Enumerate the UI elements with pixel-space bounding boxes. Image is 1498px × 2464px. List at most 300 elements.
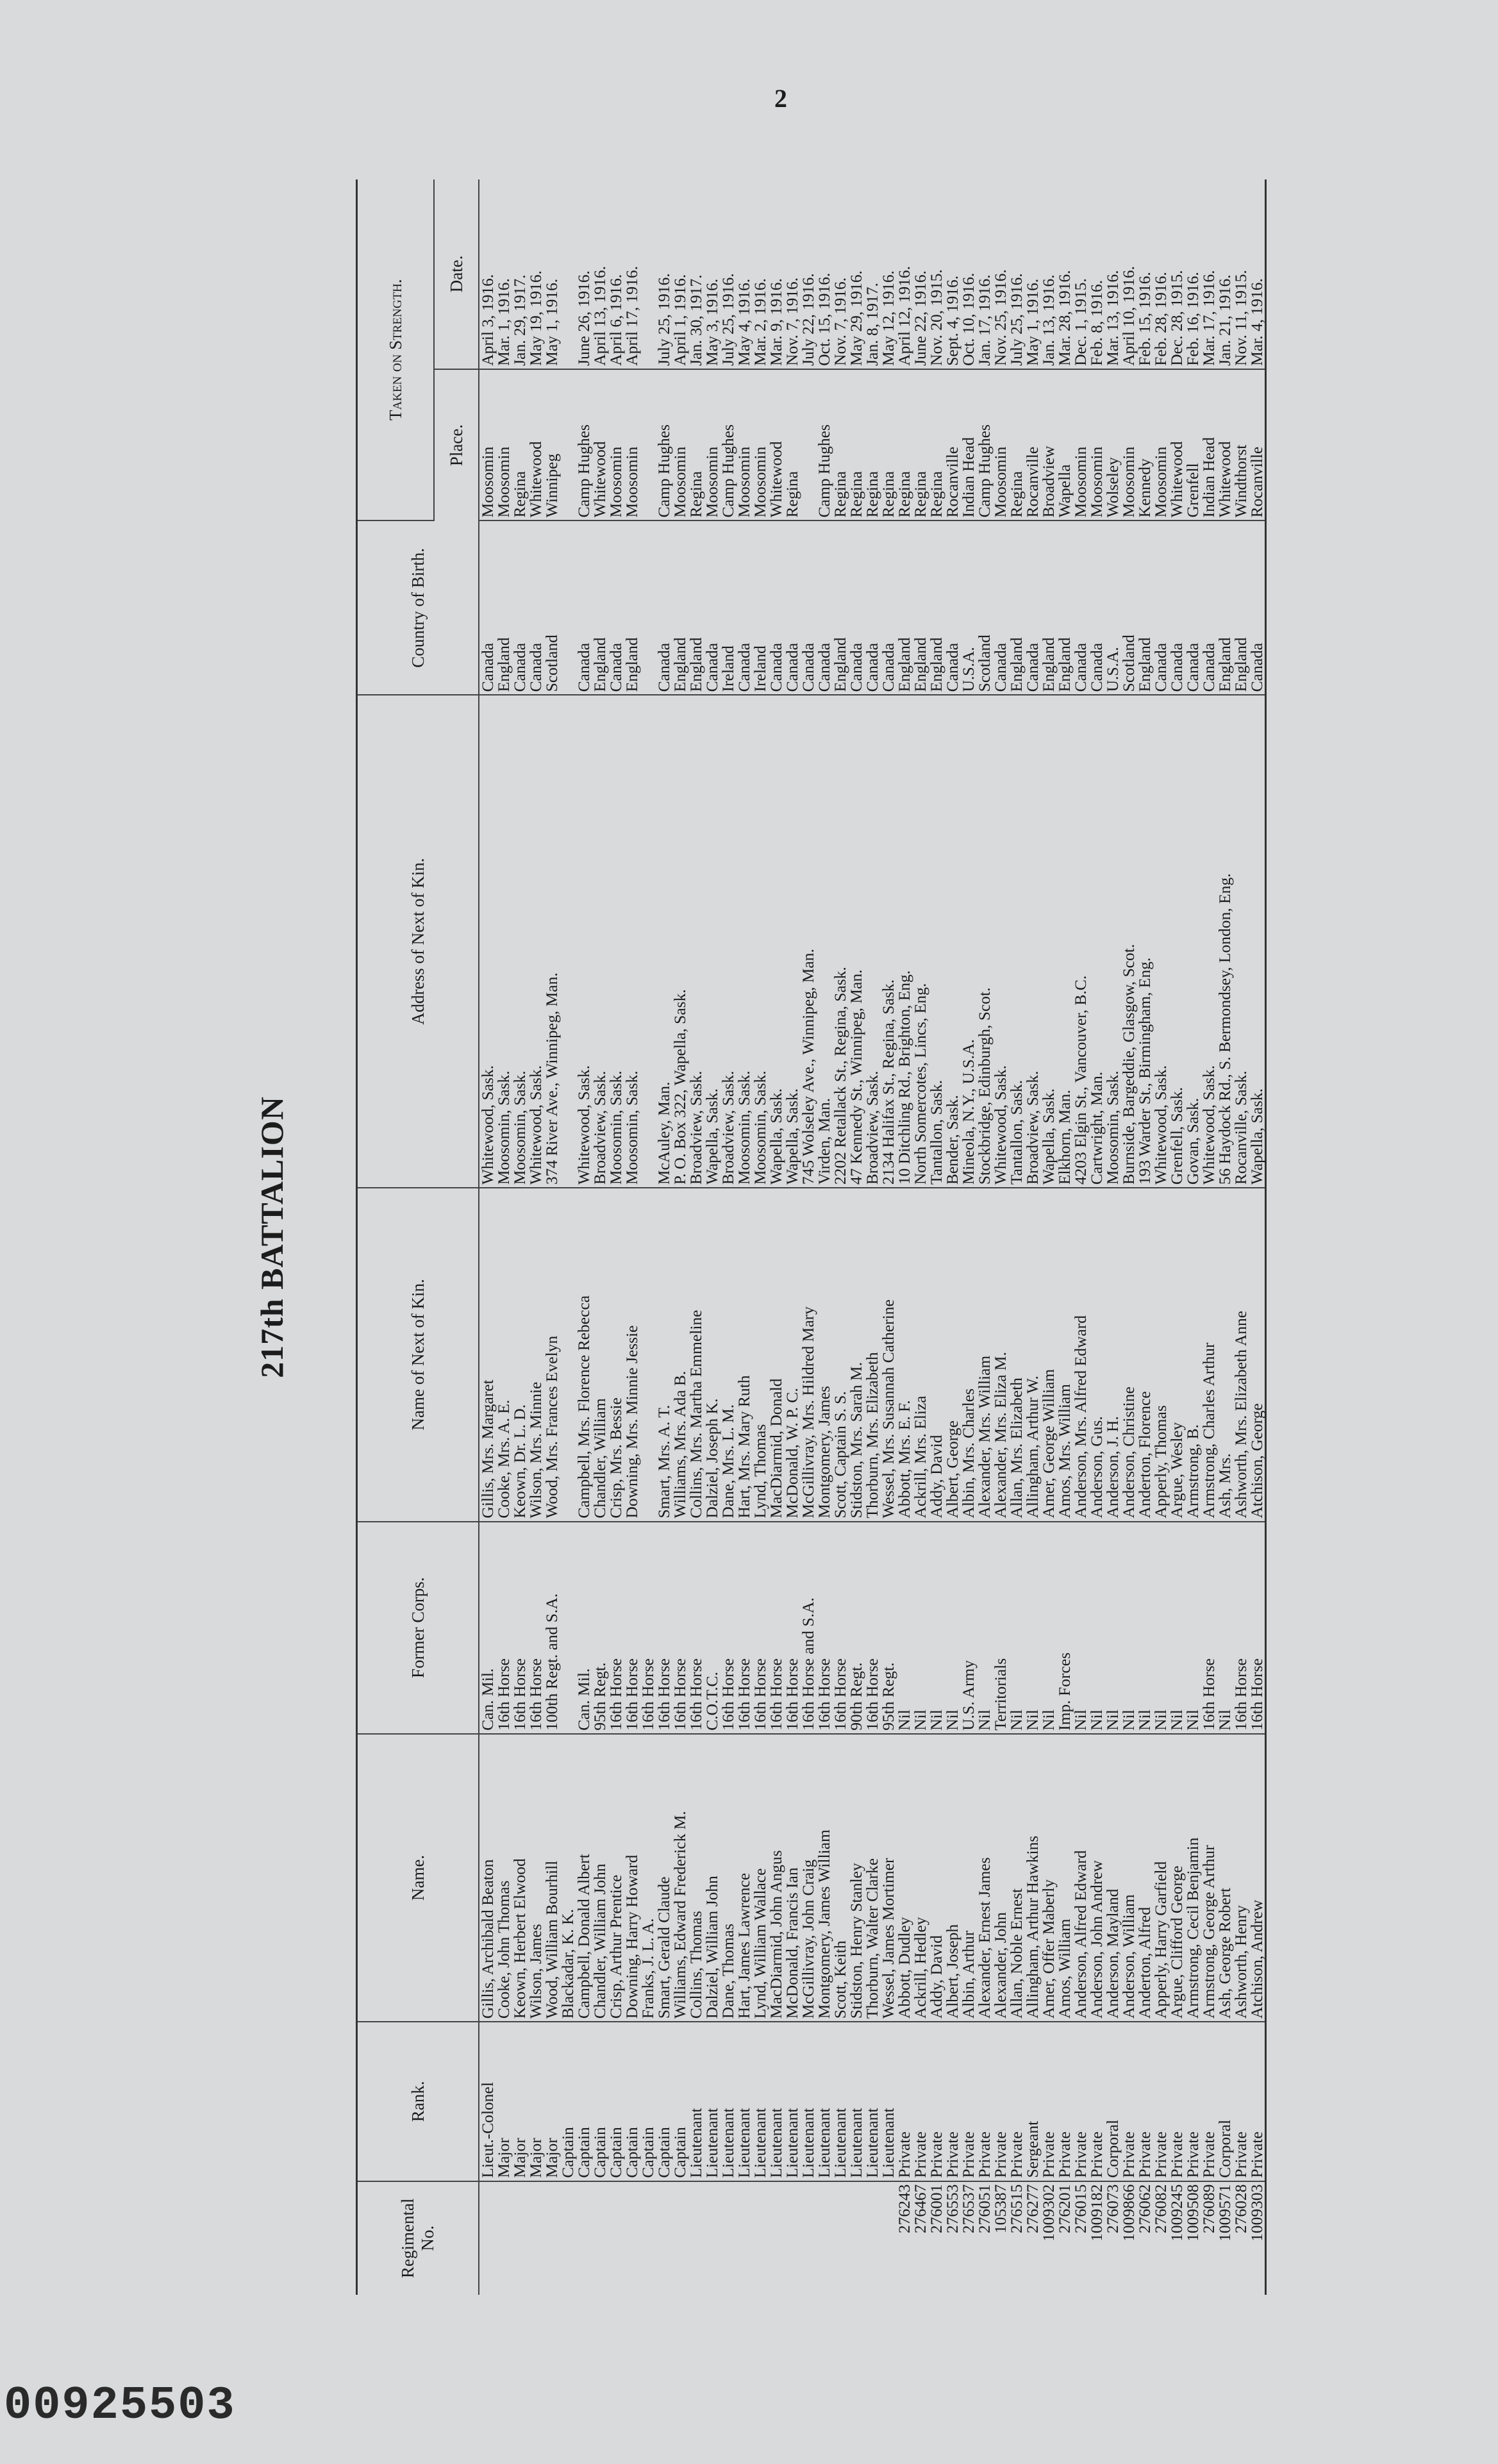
table-row xyxy=(1040,179,1056,2295)
cell-addr: Wapella, Sask. xyxy=(704,695,720,1188)
table-row xyxy=(944,179,960,2295)
cell-date: July 22, 1916. xyxy=(800,179,816,369)
cell-birth: England xyxy=(495,520,512,695)
table-row xyxy=(512,179,528,2295)
cell-corps: Nil xyxy=(1136,1522,1153,1734)
cell-place: Moosomin xyxy=(752,369,768,521)
cell-place: Regina xyxy=(896,369,912,521)
cell-birth xyxy=(640,520,656,695)
cell-date: Mar. 9, 1916. xyxy=(768,179,784,369)
cell-addr: Broadview, Sask. xyxy=(720,695,736,1188)
cell-place: Moosomin xyxy=(704,369,720,521)
cell-addr: Tantallon, Sask. xyxy=(928,695,944,1188)
cell-place: Whitewood xyxy=(592,369,608,521)
cell-name: Cooke, John Thomas xyxy=(495,1734,512,2022)
cell-birth: England xyxy=(832,520,848,695)
table-row xyxy=(592,179,608,2295)
table-row xyxy=(1201,179,1217,2295)
cell-corps: 16th Horse xyxy=(688,1522,704,1734)
cell-kin: Alexander, Mrs. Eliza M. xyxy=(992,1188,1008,1521)
cell-birth: England xyxy=(1217,520,1233,695)
header-next-of-kin: Name of Next of Kin. xyxy=(357,1188,479,1521)
cell-addr: Broadview, Sask. xyxy=(1024,695,1040,1188)
cell-date: Jan. 17, 1916. xyxy=(976,179,992,369)
rotated-roster xyxy=(253,179,1401,2295)
cell-corps: Nil xyxy=(1120,1522,1136,1734)
cell-rank: Private xyxy=(1072,2022,1088,2181)
cell-place: Kennedy xyxy=(1136,369,1153,521)
cell-kin: Downing, Mrs. Minnie Jessie xyxy=(624,1188,640,1521)
cell-name: Hart, James Lawrence xyxy=(736,1734,752,2022)
cell-date: April 17, 1916. xyxy=(624,179,640,369)
cell-name: Wilson, James xyxy=(528,1734,544,2022)
cell-kin: Smart, Mrs. A. T. xyxy=(656,1188,672,1521)
cell-addr: Whitewood, Sask. xyxy=(1201,695,1217,1188)
cell-date: Mar. 1, 1916. xyxy=(495,179,512,369)
cell-no: 105387 xyxy=(991,2184,1010,2234)
header-rank: Rank. xyxy=(357,2022,479,2181)
cell-corps: 16th Horse xyxy=(816,1522,832,1734)
cell-date: Mar. 4, 1916. xyxy=(1249,179,1266,369)
cell-corps: Nil xyxy=(1024,1522,1040,1734)
cell-name: Stidston, Henry Stanley xyxy=(848,1734,864,2022)
cell-rank: Sergeant xyxy=(1024,2022,1040,2181)
cell-corps: 16th Horse xyxy=(656,1522,672,1734)
cell-place: Rocanville xyxy=(944,369,960,521)
cell-birth: England xyxy=(1136,520,1153,695)
cell-rank: Captain xyxy=(560,2022,576,2181)
cell-birth: Canada xyxy=(1185,520,1201,695)
cell-place: Regina xyxy=(832,369,848,521)
cell-corps: 16th Horse xyxy=(720,1522,736,1734)
cell-corps: 16th Horse xyxy=(1201,1522,1217,1734)
cell-date: April 1, 1916. xyxy=(672,179,688,369)
cell-place: Grenfell xyxy=(1185,369,1201,521)
cell-birth: Canada xyxy=(880,520,896,695)
cell-date: Mar. 2, 1916. xyxy=(752,179,768,369)
cell-rank: Private xyxy=(1056,2022,1072,2181)
cell-date: Jan. 29, 1917. xyxy=(512,179,528,369)
cell-place: Wapella xyxy=(1056,369,1072,521)
cell-date: June 26, 1916. xyxy=(576,179,592,369)
cell-name: Argue, Clifford George xyxy=(1169,1734,1185,2022)
cell-place: Regina xyxy=(864,369,880,521)
cell-addr: Moosomin, Sask. xyxy=(512,695,528,1188)
cell-birth: Ireland xyxy=(720,520,736,695)
cell-rank: Private xyxy=(1249,2022,1266,2181)
cell-birth: Canada xyxy=(608,520,624,695)
cell-no xyxy=(656,2181,672,2295)
cell-kin: Anderson, Gus. xyxy=(1088,1188,1104,1521)
cell-corps: Territorials xyxy=(992,1522,1008,1734)
cell-corps: 16th Horse xyxy=(736,1522,752,1734)
cell-date: Jan. 13, 1916. xyxy=(1040,179,1056,369)
cell-kin: Gillis, Mrs. Margaret xyxy=(479,1188,495,1521)
cell-corps: Nil xyxy=(1072,1522,1088,1734)
cell-date: Nov. 25, 1916. xyxy=(992,179,1008,369)
cell-birth: Scotland xyxy=(976,520,992,695)
cell-kin: Addy, David xyxy=(928,1188,944,1521)
cell-rank: Major xyxy=(495,2022,512,2181)
cell-birth: England xyxy=(1008,520,1024,695)
cell-name: Downing, Harry Howard xyxy=(624,1734,640,2022)
cell-corps: Nil xyxy=(928,1522,944,1734)
cell-place: Whitewood xyxy=(768,369,784,521)
cell-addr: Grenfell, Sask. xyxy=(1169,695,1185,1188)
cell-addr: McAuley, Man. xyxy=(656,695,672,1188)
cell-corps: Nil xyxy=(1008,1522,1024,1734)
cell-rank: Private xyxy=(896,2022,912,2181)
cell-kin: Atchison, George xyxy=(1249,1188,1266,1521)
cell-no xyxy=(544,2181,560,2295)
cell-name: Alexander, Ernest James xyxy=(976,1734,992,2022)
cell-kin: Hart, Mrs. Mary Ruth xyxy=(736,1188,752,1521)
cell-no xyxy=(560,2181,576,2295)
cell-kin: Ashworth, Mrs. Elizabeth Anne xyxy=(1233,1188,1249,1521)
cell-birth: Ireland xyxy=(752,520,768,695)
cell-place: Broadview xyxy=(1040,369,1056,521)
table-row xyxy=(848,179,864,2295)
table-row xyxy=(544,179,560,2295)
table-row xyxy=(736,179,752,2295)
cell-no: 276051 xyxy=(975,2184,994,2234)
cell-rank: Corporal xyxy=(1104,2022,1120,2181)
cell-rank: Lieutenant xyxy=(688,2022,704,2181)
cell-date: Feb. 28, 1916. xyxy=(1153,179,1169,369)
cell-rank: Major xyxy=(528,2022,544,2181)
cell-addr: Wapella, Sask. xyxy=(784,695,800,1188)
cell-place: Winnipeg xyxy=(544,369,560,521)
table-row xyxy=(1088,179,1104,2295)
cell-name: Wood, William Bourhill xyxy=(544,1734,560,2022)
cell-corps: 90th Regt. xyxy=(848,1522,864,1734)
cell-addr: Whitewood, Sask. xyxy=(479,695,495,1188)
cell-corps: Imp. Forces xyxy=(1056,1522,1072,1734)
cell-corps: Can. Mil. xyxy=(576,1522,592,1734)
cell-name: Ashworth, Henry xyxy=(1233,1734,1249,2022)
cell-corps: Nil xyxy=(976,1522,992,1734)
cell-place: Moosomin xyxy=(1153,369,1169,521)
cell-birth: Canada xyxy=(1249,520,1266,695)
cell-no xyxy=(624,2181,640,2295)
cell-addr: Wapella, Sask. xyxy=(1040,695,1056,1188)
cell-corps: 16th Horse xyxy=(672,1522,688,1734)
cell-addr: Stockbridge, Edinburgh, Scot. xyxy=(976,695,992,1188)
cell-rank: Lieutenant xyxy=(848,2022,864,2181)
cell-rank: Private xyxy=(1120,2022,1136,2181)
cell-name: Armstrong, Cecil Benjamin xyxy=(1185,1734,1201,2022)
cell-no xyxy=(528,2181,544,2295)
cell-name: Anderson, Alfred Edward xyxy=(1072,1734,1088,2022)
table-row xyxy=(880,179,896,2295)
cell-date: July 25, 1916. xyxy=(656,179,672,369)
cell-addr xyxy=(560,695,576,1188)
cell-place: Camp Hughes xyxy=(720,369,736,521)
cell-kin: Alexander, Mrs. William xyxy=(976,1188,992,1521)
cell-kin: Ackrill, Mrs. Eliza xyxy=(912,1188,928,1521)
header-place: Place. xyxy=(434,369,479,521)
cell-rank: Captain xyxy=(624,2022,640,2181)
cell-birth: England xyxy=(672,520,688,695)
cell-addr: Virden, Man. xyxy=(816,695,832,1188)
cell-date: June 22, 1916. xyxy=(912,179,928,369)
cell-rank: Major xyxy=(544,2022,560,2181)
cell-date: Mar. 17, 1916. xyxy=(1201,179,1217,369)
cell-name: Ash, George Robert xyxy=(1217,1734,1233,2022)
cell-rank: Private xyxy=(1136,2022,1153,2181)
cell-birth: Canada xyxy=(736,520,752,695)
cell-date: Feb. 16, 1916. xyxy=(1185,179,1201,369)
table-row xyxy=(1217,179,1233,2295)
cell-addr: 47 Kennedy St., Winnipeg, Man. xyxy=(848,695,864,1188)
cell-birth: England xyxy=(1040,520,1056,695)
cell-place: Regina xyxy=(928,369,944,521)
cell-name: Albert, Joseph xyxy=(944,1734,960,2022)
cell-addr: Broadview, Sask. xyxy=(688,695,704,1188)
cell-name: Alexander, John xyxy=(992,1734,1008,2022)
cell-name: Anderson, Mayland xyxy=(1104,1734,1120,2022)
cell-rank: Lieutenant xyxy=(832,2022,848,2181)
cell-date: May 29, 1916. xyxy=(848,179,864,369)
cell-rank: Lieutenant xyxy=(720,2022,736,2181)
cell-no: 1009866 xyxy=(1119,2184,1138,2242)
table-row xyxy=(704,179,720,2295)
cell-name: Albin, Arthur xyxy=(960,1734,976,2022)
cell-corps: 16th Horse xyxy=(608,1522,624,1734)
cell-date: July 25, 1916. xyxy=(720,179,736,369)
cell-addr: Cartwright, Man. xyxy=(1088,695,1104,1188)
cell-rank: Major xyxy=(512,2022,528,2181)
cell-kin: Montgomery, James xyxy=(816,1188,832,1521)
cell-no xyxy=(800,2181,816,2295)
cell-no xyxy=(768,2181,784,2295)
cell-no: 276553 xyxy=(943,2184,961,2234)
cell-name: Dalziel, William John xyxy=(704,1734,720,2022)
cell-name: McGillivray, John Craig xyxy=(800,1734,816,2022)
cell-rank: Private xyxy=(944,2022,960,2181)
cell-place: Indian Head xyxy=(1201,369,1217,521)
cell-place: Regina xyxy=(848,369,864,521)
cell-rank: Private xyxy=(1169,2022,1185,2181)
cell-place: Camp Hughes xyxy=(816,369,832,521)
cell-date: Sept. 4, 1916. xyxy=(944,179,960,369)
cell-date: Feb. 15, 1916. xyxy=(1136,179,1153,369)
table-row xyxy=(1249,179,1266,2295)
cell-rank: Lieutenant xyxy=(816,2022,832,2181)
cell-date: April 12, 1916. xyxy=(896,179,912,369)
cell-date: April 3, 1916. xyxy=(479,179,495,369)
cell-kin: Stidston, Mrs. Sarah M. xyxy=(848,1188,864,1521)
cell-kin: Anderton, Florence xyxy=(1136,1188,1153,1521)
cell-name: Armstrong, George Arthur xyxy=(1201,1734,1217,2022)
cell-no: 276243 xyxy=(895,2184,913,2234)
cell-no xyxy=(592,2181,608,2295)
archive-stamp: 00925503 xyxy=(4,2379,236,2432)
cell-date: May 4, 1916. xyxy=(736,179,752,369)
header-taken-on-strength: Taken on Strength. xyxy=(357,179,435,520)
table-row xyxy=(576,179,592,2295)
cell-date: May 1, 1916. xyxy=(1024,179,1040,369)
cell-kin: Amer, George William xyxy=(1040,1188,1056,1521)
cell-no xyxy=(816,2181,832,2295)
cell-addr: Elkhorn, Man. xyxy=(1056,695,1072,1188)
cell-rank: Lieutenant xyxy=(880,2022,896,2181)
cell-corps: Nil xyxy=(1040,1522,1056,1734)
cell-name: Apperly, Harry Garfield xyxy=(1153,1734,1169,2022)
table-row xyxy=(528,179,544,2295)
cell-addr: Wapella, Sask. xyxy=(768,695,784,1188)
cell-name: Amer, Offer Maberly xyxy=(1040,1734,1056,2022)
table-row xyxy=(784,179,800,2295)
cell-kin: Crisp, Mrs. Bessie xyxy=(608,1188,624,1521)
cell-corps: Nil xyxy=(944,1522,960,1734)
cell-rank: Private xyxy=(1233,2022,1249,2181)
cell-date: May 12, 1916. xyxy=(880,179,896,369)
table-row xyxy=(912,179,928,2295)
cell-birth: Canada xyxy=(784,520,800,695)
cell-kin: Dane, Mrs. L. M. xyxy=(720,1188,736,1521)
cell-corps: 16th Horse xyxy=(864,1522,880,1734)
cell-birth: Canada xyxy=(848,520,864,695)
cell-addr: 56 Haydock Rd., S. Bermondsey, London, Eng. xyxy=(1217,695,1233,1188)
cell-no: 1009182 xyxy=(1087,2184,1106,2242)
cell-no: 276089 xyxy=(1199,2184,1218,2234)
cell-birth: Canada xyxy=(816,520,832,695)
cell-corps: Nil xyxy=(1169,1522,1185,1734)
cell-place: Camp Hughes xyxy=(976,369,992,521)
cell-rank: Private xyxy=(976,2022,992,2181)
cell-place: Regina xyxy=(912,369,928,521)
cell-rank: Lieutenant xyxy=(704,2022,720,2181)
cell-corps: 16th Horse xyxy=(624,1522,640,1734)
cell-birth: Canada xyxy=(864,520,880,695)
cell-name: Atchison, Andrew xyxy=(1249,1734,1266,2022)
cell-date: Nov. 11, 1915. xyxy=(1233,179,1249,369)
table-row xyxy=(1136,179,1153,2295)
cell-birth xyxy=(560,520,576,695)
table-row xyxy=(624,179,640,2295)
cell-name: Montgomery, James William xyxy=(816,1734,832,2022)
cell-birth: Canada xyxy=(479,520,495,695)
cell-name: Smart, Gerald Claude xyxy=(656,1734,672,2022)
cell-date xyxy=(640,179,656,369)
cell-rank: Private xyxy=(1153,2022,1169,2181)
cell-birth: Canada xyxy=(1169,520,1185,695)
cell-kin: Albert, George xyxy=(944,1188,960,1521)
cell-name: Abbott, Dudley xyxy=(896,1734,912,2022)
cell-place xyxy=(560,369,576,521)
cell-no xyxy=(495,2181,512,2295)
cell-rank: Captain xyxy=(592,2022,608,2181)
cell-birth: England xyxy=(624,520,640,695)
cell-birth: Canada xyxy=(528,520,544,695)
cell-no: 276015 xyxy=(1071,2184,1090,2234)
header-reg-no: Regimental No. xyxy=(357,2181,479,2295)
cell-date: July 25, 1916. xyxy=(1008,179,1024,369)
cell-corps: C.O.T.C. xyxy=(704,1522,720,1734)
table-row xyxy=(976,179,992,2295)
table-row xyxy=(1120,179,1136,2295)
cell-addr: 2134 Halifax St., Regina, Sask. xyxy=(880,695,896,1188)
cell-kin: Abbott, Mrs. E. F. xyxy=(896,1188,912,1521)
table-row xyxy=(1024,179,1040,2295)
cell-no xyxy=(640,2181,656,2295)
cell-name: Anderton, Alfred xyxy=(1136,1734,1153,2022)
cell-addr: Whitewood, Sask. xyxy=(1153,695,1169,1188)
cell-rank: Captain xyxy=(656,2022,672,2181)
cell-no: 276467 xyxy=(911,2184,929,2234)
cell-place: Moosomin xyxy=(672,369,688,521)
cell-date: Oct. 15, 1916. xyxy=(816,179,832,369)
cell-place: Moosomin xyxy=(992,369,1008,521)
cell-corps: 16th Horse xyxy=(1233,1522,1249,1734)
cell-addr: 745 Wolseley Ave., Winnipeg, Man. xyxy=(800,695,816,1188)
cell-addr: Tantallon, Sask. xyxy=(1008,695,1024,1188)
cell-corps: 100th Regt. and S.A. xyxy=(544,1522,560,1734)
cell-no xyxy=(672,2181,688,2295)
cell-place: Regina xyxy=(1008,369,1024,521)
cell-birth: England xyxy=(928,520,944,695)
cell-rank: Private xyxy=(1040,2022,1056,2181)
cell-rank: Lieutenant xyxy=(864,2022,880,2181)
table-row xyxy=(864,179,880,2295)
cell-addr: Moosomin, Sask. xyxy=(1104,695,1120,1188)
cell-rank: Private xyxy=(992,2022,1008,2181)
cell-name: Addy, David xyxy=(928,1734,944,2022)
cell-addr: P. O. Box 322, Wapella, Sask. xyxy=(672,695,688,1188)
cell-name: Thorburn, Walter Clarke xyxy=(864,1734,880,2022)
cell-no: 1009571 xyxy=(1215,2184,1234,2242)
cell-corps: 16th Horse xyxy=(1249,1522,1266,1734)
cell-addr: Govan, Sask. xyxy=(1185,695,1201,1188)
cell-no xyxy=(688,2181,704,2295)
cell-place: Moosomin xyxy=(608,369,624,521)
cell-kin: Allingham, Arthur W. xyxy=(1024,1188,1040,1521)
table-row xyxy=(1008,179,1024,2295)
cell-addr: 374 River Ave., Winnipeg, Man. xyxy=(544,695,560,1188)
cell-kin: Ash, Mrs. xyxy=(1217,1188,1233,1521)
cell-kin: Cooke, Mrs. A. E. xyxy=(495,1188,512,1521)
cell-rank: Lieutenant xyxy=(784,2022,800,2181)
cell-place: Wolseley xyxy=(1104,369,1120,521)
cell-name: Lynd, William Wallace xyxy=(752,1734,768,2022)
cell-birth: Canada xyxy=(800,520,816,695)
cell-name: Scott, Keith xyxy=(832,1734,848,2022)
cell-name: Wessel, James Mortimer xyxy=(880,1734,896,2022)
cell-corps: 16th Horse xyxy=(832,1522,848,1734)
table-row xyxy=(640,179,656,2295)
cell-kin: Lynd, Thomas xyxy=(752,1188,768,1521)
cell-corps: 16th Horse xyxy=(784,1522,800,1734)
cell-rank: Lieutenant xyxy=(752,2022,768,2181)
cell-no: 276001 xyxy=(927,2184,945,2234)
cell-birth: Canada xyxy=(944,520,960,695)
cell-birth: Canada xyxy=(576,520,592,695)
cell-corps: 95th Regt. xyxy=(880,1522,896,1734)
cell-kin: Williams, Mrs. Ada B. xyxy=(672,1188,688,1521)
cell-kin xyxy=(640,1188,656,1521)
cell-name: Crisp, Arthur Prentice xyxy=(608,1734,624,2022)
cell-name: Ackrill, Hedley xyxy=(912,1734,928,2022)
cell-addr: Whitewood, Sask. xyxy=(992,695,1008,1188)
roster-body xyxy=(479,179,1266,2295)
cell-place: Windthorst xyxy=(1233,369,1249,521)
cell-rank: Private xyxy=(1185,2022,1201,2181)
cell-birth: Canada xyxy=(512,520,528,695)
cell-name: Allan, Noble Ernest xyxy=(1008,1734,1024,2022)
cell-birth: Scotland xyxy=(1120,520,1136,695)
table-row xyxy=(1233,179,1249,2295)
